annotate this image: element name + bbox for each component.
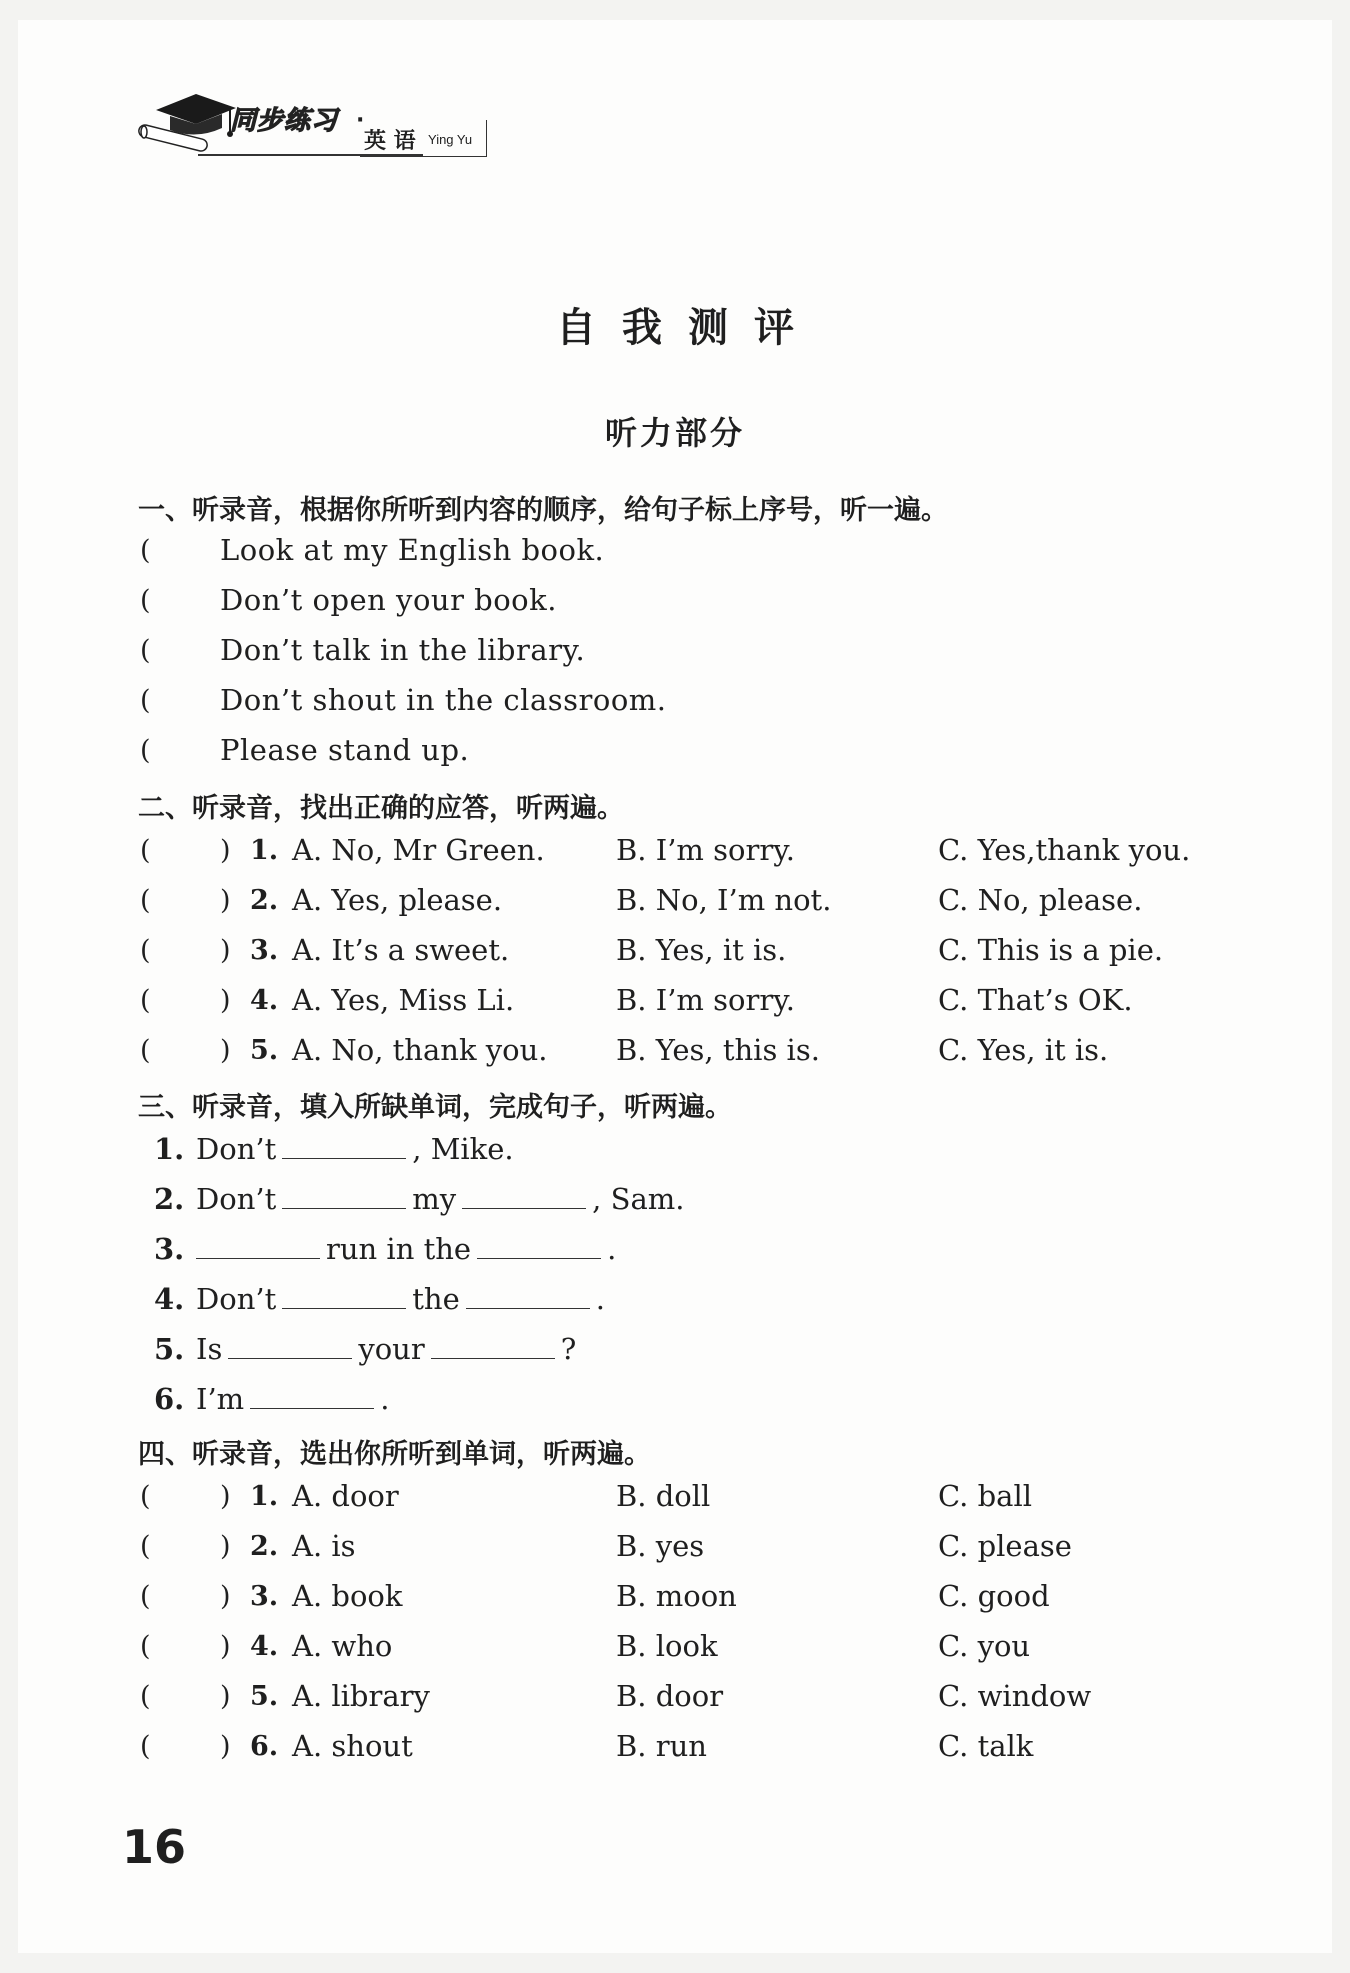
option-c: C. Yes,thank you. [938,833,1191,867]
list-item [154,1282,605,1316]
option-b: B. door [616,1679,724,1713]
option-c: C. please [938,1529,1072,1563]
question-number: 6. [154,1382,185,1416]
option-a: A. Yes, please. [292,883,503,917]
answer-paren-open: ( [140,1035,151,1066]
answer-blank[interactable] [466,1282,590,1309]
answer-paren-open: ( [140,1631,151,1662]
option-b: B. look [616,1629,718,1663]
question-number: 1. [154,1132,185,1166]
page-number: 16 [122,1820,187,1874]
subject-pinyin: Ying Yu [428,132,473,147]
sentence-part: run in the [326,1232,472,1266]
answer-blank[interactable] [462,1182,586,1209]
sentence-part: I’m [196,1382,245,1416]
option-b: B. moon [616,1579,737,1613]
option-c: C. good [938,1579,1050,1613]
option-a: A. No, Mr Green. [292,833,545,867]
question-number: 1. [250,1481,279,1512]
question-number: 4. [250,1631,279,1662]
sentence-part: . [595,1282,605,1316]
option-a: A. library [292,1679,430,1713]
answer-blank[interactable] [282,1282,406,1309]
question-number: 3. [250,935,279,966]
sentence-part: Don’t [196,1282,277,1316]
answer-blank[interactable] [431,1332,555,1359]
question-number: 5. [250,1035,279,1066]
option-b: B. I’m sorry. [616,833,795,867]
answer-paren-close: ) [220,885,231,916]
sentence-part: Don’t [196,1182,277,1216]
answer-blank[interactable] [228,1332,352,1359]
answer-blank[interactable] [250,1382,374,1409]
sentence: Look at my English book. [220,533,605,567]
section-4-heading: 四、听录音，选出你所听到单词，听两遍。 [138,1439,651,1470]
sentence: Don’t open your book. [220,583,557,617]
subject-label: 英 语 [364,129,416,154]
list-item [154,1182,684,1216]
option-b: B. doll [616,1479,711,1513]
answer-paren-open: ( [140,885,151,916]
answer-paren-open: ( [140,635,151,666]
option-a: A. Yes, Miss Li. [292,983,515,1017]
page-title: 自我测评 [556,305,820,351]
question-number: 2. [250,1531,279,1562]
option-c: C. talk [938,1729,1034,1763]
answer-paren-close: ) [220,1681,231,1712]
option-a: A. shout [292,1729,413,1763]
sentence-part: , Sam. [592,1182,685,1216]
question-number: 3. [250,1581,279,1612]
option-a: A. door [292,1479,399,1513]
option-a: A. No, thank you. [292,1033,548,1067]
section-3-heading: 三、听录音，填入所缺单词，完成句子，听两遍。 [138,1092,732,1123]
option-a: A. who [292,1629,393,1663]
answer-blank[interactable] [477,1232,601,1259]
answer-paren-close: ) [220,1731,231,1762]
answer-paren-open: ( [140,835,151,866]
option-c: C. ball [938,1479,1032,1513]
sentence-part: the [412,1282,460,1316]
answer-paren-open: ( [140,1481,151,1512]
answer-paren-open: ( [140,1581,151,1612]
option-c: C. Yes, it is. [938,1033,1109,1067]
answer-paren-open: ( [140,1681,151,1712]
answer-paren-open: ( [140,1731,151,1762]
question-number: 5. [250,1681,279,1712]
question-number: 2. [250,885,279,916]
answer-paren-open: ( [140,535,151,566]
answer-paren-close: ) [220,1481,231,1512]
sentence-part: my [412,1182,457,1216]
list-item [154,1132,514,1166]
question-number: 4. [154,1282,185,1316]
sentence: Don’t shout in the classroom. [220,683,667,717]
answer-paren-open: ( [140,1531,151,1562]
option-b: B. yes [616,1529,705,1563]
answer-paren-open: ( [140,735,151,766]
question-number: 3. [154,1232,185,1266]
answer-paren-open: ( [140,985,151,1016]
page-subtitle: 听力部分 [604,414,745,452]
answer-paren-close: ) [220,1581,231,1612]
sentence: Please stand up. [220,733,470,767]
sentence-part: your [358,1332,425,1366]
answer-paren-close: ) [220,935,231,966]
list-item [154,1332,576,1366]
option-b: B. Yes, it is. [616,933,787,967]
section-2-heading: 二、听录音，找出正确的应答，听两遍。 [138,793,624,824]
option-c: C. No, please. [938,883,1143,917]
answer-blank[interactable] [282,1182,406,1209]
brand-dot: · [356,108,365,133]
option-b: B. Yes, this is. [616,1033,820,1067]
brand-title: 同步练习 [230,106,339,136]
question-number: 6. [250,1731,279,1762]
sentence-part: . [380,1382,390,1416]
answer-blank[interactable] [196,1232,320,1259]
section-1-heading: 一、听录音，根据你所听到内容的顺序，给句子标上序号，听一遍。 [138,495,948,526]
answer-blank[interactable] [282,1132,406,1159]
option-c: C. That’s OK. [938,983,1133,1017]
answer-paren-open: ( [140,585,151,616]
answer-paren-close: ) [220,835,231,866]
sentence-part: Is [196,1332,223,1366]
option-c: C. you [938,1629,1031,1663]
sentence-part: , Mike. [412,1132,514,1166]
option-a: A. book [292,1579,403,1613]
header [138,88,488,160]
sentence: Don’t talk in the library. [220,633,586,667]
sentence-part: . [607,1232,617,1266]
option-a: A. It’s a sweet. [292,933,510,967]
answer-paren-close: ) [220,985,231,1016]
question-number: 2. [154,1182,185,1216]
list-item [154,1382,389,1416]
answer-paren-close: ) [220,1631,231,1662]
option-b: B. I’m sorry. [616,983,795,1017]
question-number: 5. [154,1332,185,1366]
option-b: B. No, I’m not. [616,883,832,917]
list-item [154,1232,616,1266]
answer-paren-open: ( [140,685,151,716]
option-c: C. window [938,1679,1092,1713]
sentence-part: ? [560,1332,577,1366]
answer-paren-close: ) [220,1035,231,1066]
answer-paren-close: ) [220,1531,231,1562]
graduation-cap-icon [138,88,238,160]
option-b: B. run [616,1729,707,1763]
sentence-part: Don’t [196,1132,277,1166]
question-number: 1. [250,835,279,866]
option-c: C. This is a pie. [938,933,1164,967]
question-number: 4. [250,985,279,1016]
option-a: A. is [292,1529,356,1563]
answer-paren-open: ( [140,935,151,966]
